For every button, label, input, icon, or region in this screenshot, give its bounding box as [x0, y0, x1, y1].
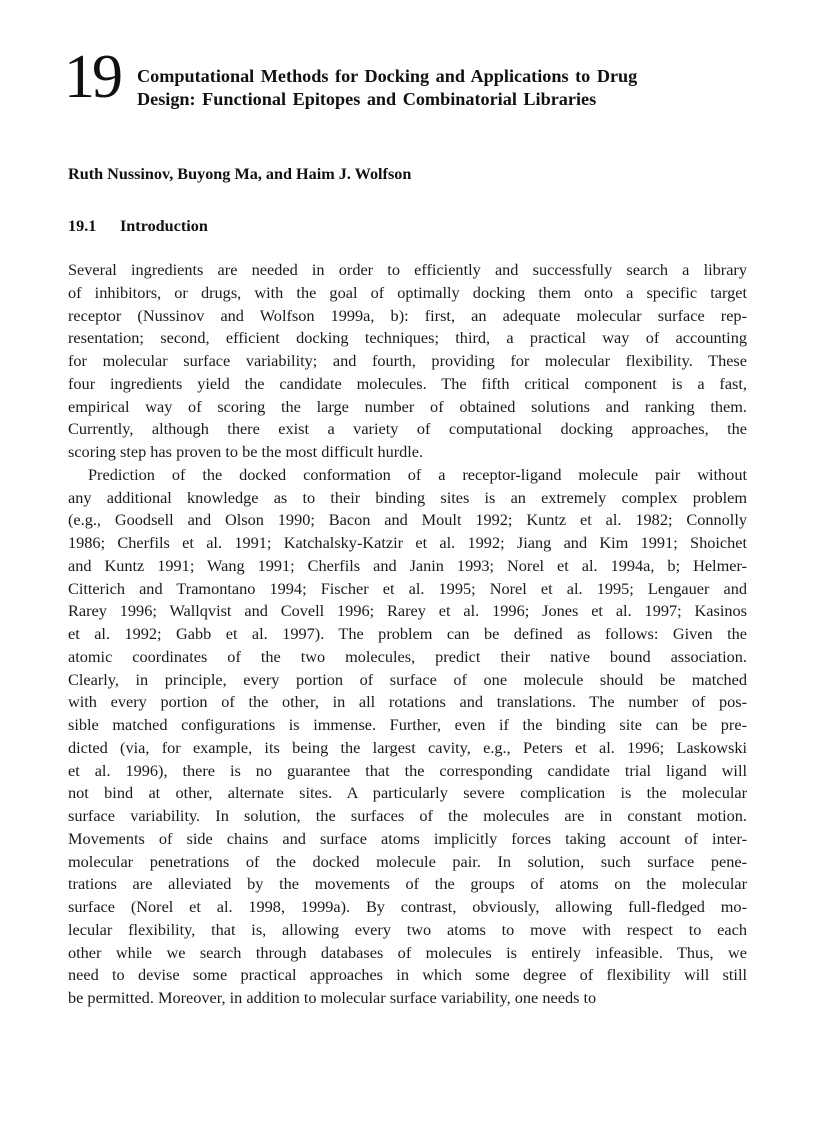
- paragraph: [68, 259, 747, 464]
- text-line: sible matched configurations is immense. Further, even if the binding site can be pre-: [68, 715, 747, 734]
- chapter-header: [64, 43, 754, 116]
- text-line: need to devise some practical approaches in which some degree of flexibility will still: [68, 965, 747, 985]
- text-line: Movements of side chains and surface atoms implicitly forces taking account of inter-: [68, 828, 747, 848]
- text-line: of inhibitors, or drugs, with the goal of optimally docking them onto a specific target: [68, 282, 747, 302]
- text-line: other while we search through databases of molecules is entirely infeasible. Thus, we: [68, 942, 747, 962]
- text-line: Rarey 1996; Wallqvist and Covell 1996; Rarey et al. 1996; Jones et al. 1997; Kasinos: [68, 601, 747, 621]
- text-line: any additional knowledge as to their binding sites is an extremely complex problem: [68, 487, 747, 507]
- chapter-title-line: Design: Functional Epitopes and Combinatorial Libraries: [137, 89, 597, 109]
- section-number: 19.1: [68, 217, 97, 235]
- text-line: molecular penetrations of the docked molecule pair. In solution, such surface pene-: [68, 851, 747, 871]
- text-line: be permitted. Moreover, in addition to molecular surface variability, one needs to: [68, 988, 597, 1007]
- body-text: [68, 259, 747, 1010]
- text-line: atomic coordinates of the two molecules, predict their native bound association.: [68, 646, 747, 666]
- text-line: dicted (via, for example, its being the largest cavity, e.g., Peters et al. 1996; Laskowski: [68, 737, 747, 757]
- text-line: et al. 1996), there is no guarantee that the corresponding candidate trial ligand will: [68, 760, 747, 780]
- paragraph: [68, 464, 747, 1010]
- text-line: Prediction of the docked conformation of a receptor-ligand molecule pair without: [88, 464, 747, 484]
- text-line: empirical way of scoring the large number of obtained solutions and ranking them.: [68, 396, 747, 416]
- section-heading: [68, 216, 208, 236]
- text-line: surface variability. In solution, the surfaces of the molecules are in constant motion.: [68, 806, 747, 825]
- text-line: Clearly, in principle, every portion of surface of one molecule should be matched: [68, 669, 747, 689]
- text-line: Several ingredients are needed in order to efficiently and successfully search a library: [68, 260, 747, 279]
- text-line: trations are alleviated by the movements of the groups of atoms on the molecular: [68, 874, 747, 894]
- text-line: and Kuntz 1991; Wang 1991; Cherfils and Janin 1993; Norel et al. 1994a, b; Helmer-: [68, 555, 747, 575]
- text-line: (e.g., Goodsell and Olson 1990; Bacon and Moult 1992; Kuntz et al. 1982; Connolly: [68, 510, 747, 530]
- text-line: surface (Norel et al. 1998, 1999a). By contrast, obviously, allowing full-fledged mo-: [68, 897, 747, 916]
- text-line: resentation; second, efficient docking techniques; third, a practical way of accounting: [68, 328, 747, 348]
- text-line: 1986; Cherfils et al. 1991; Katchalsky-Katzir et al. 1992; Jiang and Kim 1991; Shoichet: [68, 533, 747, 552]
- chapter-title: [137, 65, 757, 111]
- text-line: Currently, although there exist a variety of computational docking approaches, the: [68, 419, 747, 439]
- chapter-number: 19: [64, 43, 120, 111]
- text-line: with every portion of the other, in all rotations and translations. The number of pos-: [68, 692, 747, 712]
- text-line: not bind at other, alternate sites. A particularly severe complication is the molecular: [68, 783, 747, 803]
- section-title: Introduction: [120, 217, 208, 235]
- chapter-title-line: Computational Methods for Docking and Applications to Drug: [137, 66, 638, 86]
- text-line: et al. 1992; Gabb et al. 1997). The problem can be defined as follows: Given the: [68, 624, 747, 643]
- text-line: lecular flexibility, that is, allowing every two atoms to move with respect to each: [68, 919, 747, 939]
- authors: Ruth Nussinov, Buyong Ma, and Haim J. Wolfson: [68, 165, 412, 183]
- text-line: Citterich and Tramontano 1994; Fischer et al. 1995; Norel et al. 1995; Lengauer and: [68, 578, 747, 598]
- text-line: receptor (Nussinov and Wolfson 1999a, b): first, an adequate molecular surface rep-: [68, 305, 747, 325]
- text-line: for molecular surface variability; and fourth, providing for molecular flexibility. These: [68, 351, 747, 370]
- text-line: scoring step has proven to be the most difficult hurdle.: [68, 442, 424, 461]
- text-line: four ingredients yield the candidate molecules. The fifth critical component is a fast,: [68, 373, 747, 393]
